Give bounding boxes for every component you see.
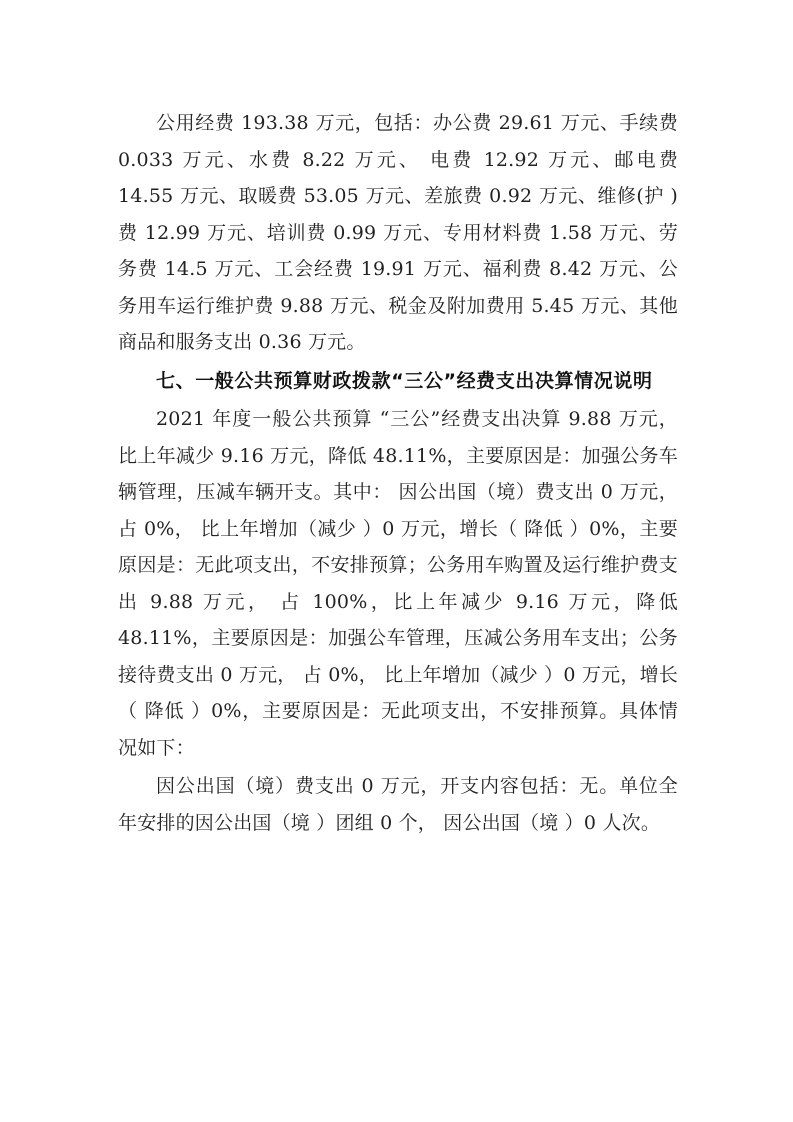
document-page <box>118 105 678 841</box>
three-public-summary-paragraph: 2021 年度一般公共预算 “三公”经费支出决算 9.88 万元， 比上年减少 9.16 万元，降低 48.11%，主要原因是：加强公务车辆管理，压减车辆开支。其中： 因公出国（境）费支出 0 万元， 占 0%， 比上年增加（减少 ）0 万元，增长（ 降低 ）0%，主要原因是：无此项支出，不安排预算；公务用车购置及运行维护费支出 9.88 万元， 占 100%，比上年减少 9.16 万元，降低 48.11%，主要原因是：加强公车管理，压减公务用车支出；公务接待费支出 0 万元， 占 0%， 比上年增加（减少 ）0 万元，增长（ 降低 ）0%，主要原因是：无此项支出，不安排预算。具体情况如下： <box>118 408 678 759</box>
overseas-travel-paragraph: 因公出国（境）费支出 0 万元，开支内容包括：无。单位全年安排的因公出国（境 ）团组 0 个， 因公出国（境 ）0 人次。 <box>118 775 678 834</box>
section-heading: 七、一般公共预算财政拨款“三公”经费支出决算情况说明 <box>156 369 653 392</box>
public-expenses-paragraph: 公用经费 193.38 万元，包括：办公费 29.61 万元、手续费 0.033 万元、水费 8.22 万元、 电费 12.92 万元、邮电费 14.55 万元、取暖费 53.05 万元、差旅费 0.92 万元、维修(护 ) 费 12.99 万元、培训费 0.99 万元、专用材料费 1.58 万元、劳务费 14.5 万元、工会经费 19.91 万元、福利费 8.42 万元、公务用车运行维护费 9.88 万元、税金及附加费用 5.45 万元、其他商品和服务支出 0.36 万元。 <box>118 112 678 353</box>
